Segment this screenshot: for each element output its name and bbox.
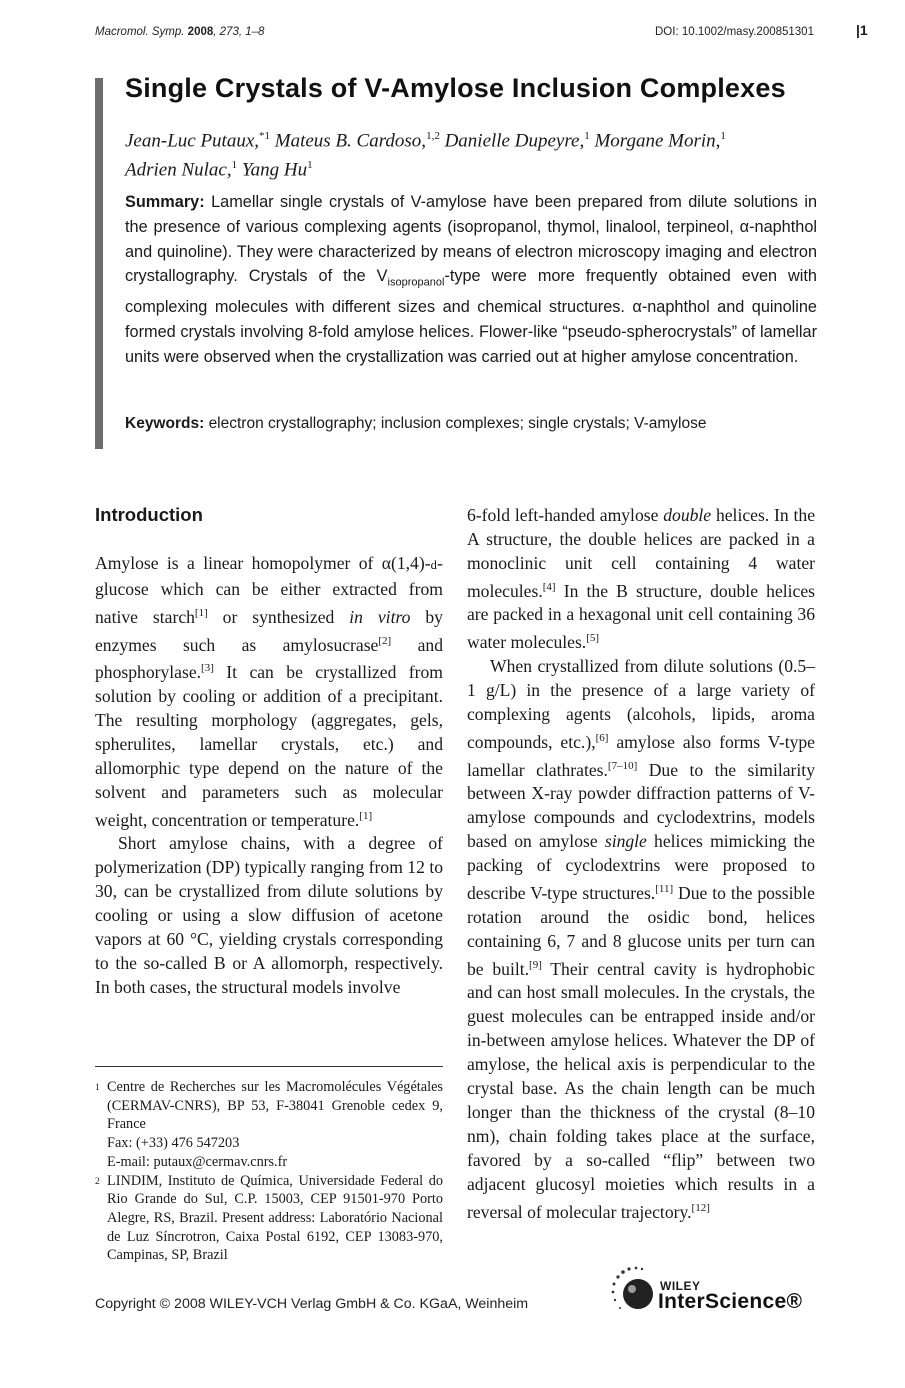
citation[interactable]: [3] (201, 662, 214, 675)
article-title: Single Crystals of V-Amylose Inclusion Complexes (125, 73, 786, 103)
citation[interactable]: [5] (586, 632, 600, 645)
page-number: |1 (856, 22, 868, 38)
citation[interactable]: [4] (542, 580, 556, 593)
section-heading-introduction: Introduction (95, 504, 203, 525)
summary-label: Summary: (125, 193, 205, 211)
author: Jean-Luc Putaux, (125, 130, 260, 152)
citation[interactable]: [7–10] (607, 759, 638, 772)
author: Morgane Morin, (594, 130, 721, 152)
email-link[interactable]: E-mail: putaux@cermav.cnrs.fr (107, 1153, 288, 1170)
author: Danielle Dupeyre, (444, 130, 585, 152)
paragraph: Amylose is a linear homopolymer of α(1,4)-d-glucose which can be either extracted from native starch[1] or synthesized in vitro by enzymes such as amylosucrase[2] and phosphorylase.[3] It can be crystallized from solution by cooling or addition of a precipitant. The resulting morphology (aggregates, gels, spherulites, lamellar crystals, etc.) and allomorphic type depend on the nature of the solvent and parameters such as molecular weight, concentration or temperature.[1] (95, 553, 443, 830)
paragraph: Short amylose chains, with a degree of polymerization (DP) typically ranging from 12 to 30, can be crystallized from dilute solutions by cooling or using a slow diffusion of acetone vapors at 60 °C, yielding crystals corresponding to the so-called B or A allomorph, respectively. In both cases, the structural models involve (95, 833, 443, 997)
footnotes (95, 1078, 443, 1265)
running-header-doi: DOI: 10.1002/masy.200851301 (655, 26, 814, 38)
citation[interactable]: [11] (655, 883, 674, 896)
abstract-accent-bar (95, 78, 103, 449)
citation[interactable]: [12] (691, 1201, 710, 1214)
citation[interactable]: [2] (378, 634, 392, 647)
wiley-logo-text: WILEY (660, 1279, 701, 1293)
abstract-summary: Summary: Lamellar single crystals of V-amylose have been prepared from dilute solutions in the presence of various complexing agents (isopropanol, thymol, linalool, terpineol, α-naphthol and quinoline). They were characterized by means of electron microscopy imaging and electron crystallography. Crystals of the $V_{isopropanol}$-type were more frequently obtained even with complexing molecules with different sizes and chemical structures. α-naphthol and quinoline formed crystals involving 8-fold amylose helices. Flower-like “pseudo-spherocrystals” of lamellar units were observed when the crystallization was carried out at higher amylose concentration. (125, 193, 817, 367)
copyright-notice: Copyright © 2008 WILEY-VCH Verlag GmbH & Co. KGaA, Weinheim (95, 1296, 529, 1312)
author: Adrien Nulac, (125, 159, 232, 181)
author: Yang Hu (241, 159, 308, 181)
running-header-journal: Macromol. Symp. 2008, 273, 1–8 (95, 26, 265, 38)
keywords: Keywords: electron crystallography; inclusion complexes; single crystals; V-amylose (125, 415, 707, 432)
body-column-left (95, 552, 443, 1000)
keywords-label: Keywords: (125, 415, 205, 432)
citation[interactable]: [1] (359, 809, 373, 822)
footnote-divider (95, 1066, 443, 1067)
footnote-affiliation-2: 2 LINDIM, Instituto de Química, Universidade Federal do Rio Grande do Sul, C.P. 15003, CEP 91501-970 Porto Alegre, RS, Brazil. Present address: Laboratório Nacional de Luz Síncrotron, Caixa Postal 6192, CEP 13083-970, Campinas, SP, Brazil (95, 1172, 443, 1264)
paragraph: 6-fold left-handed amylose double helices. In the A structure, the double helices are packed in a monoclinic unit cell containing 4 water molecules.[4] In the B structure, double helices are packed in a hexagonal unit cell containing 36 water molecules.[5] (467, 505, 816, 653)
citation[interactable]: [9] (529, 958, 542, 971)
footnote-affiliation-1: 1 Centre de Recherches sur les Macromolécules Végétales (CERMAV-CNRS), BP 53, F-38041 Grenoble cedex 9, France Fax: (+33) 476 547203 E-mail: putaux@cermav.cnrs.fr (95, 1079, 443, 1170)
interscience-logo-text: InterScience® (658, 1290, 803, 1313)
citation[interactable]: [1] (194, 606, 208, 619)
body-column-right (467, 504, 815, 1224)
citation[interactable]: [6] (595, 731, 609, 744)
author: Mateus B. Cardoso, (274, 130, 427, 152)
author-list: Jean-Luc Putaux,$^{*1}$ Mateus B. Cardoso,$^{1,2}$ Danielle Dupeyre,$^1$ Morgane Morin,$^1$ Adrien Nulac,$^1$ Yang Hu$^1$ (125, 130, 726, 181)
paragraph: When crystallized from dilute solutions (0.5–1 g/L) in the presence of a large variety of complexing agents (alcohols, lipids, aroma compounds, etc.),[6] amylose also forms V-type lamellar clathrates.[7–10] Due to the similarity between X-ray powder diffraction patterns of V-amylose compounds and cyclodextrins, models based on amylose single helices mimicking the packing of cyclodextrins were proposed to describe V-type structures.[11] Due to the possible rotation around the osidic bond, helices containing 6, 7 and 8 glucose units per turn can be built.[9] Their central cavity is hydrophobic and can host small molecules. In the crystals, the guest molecules can be entrapped inside and/or in-between amylose helices. Whatever the DP of amylose, the helical axis is perpendicular to the crystal base. As the chain length can be much longer than the thickness of the crystal (8–10 nm), chain folding takes place at the surface, favored by a so-called “flip” between two adjacent glucosyl moieties which results in a reversal of molecular trajectory.[12] (467, 656, 815, 1222)
